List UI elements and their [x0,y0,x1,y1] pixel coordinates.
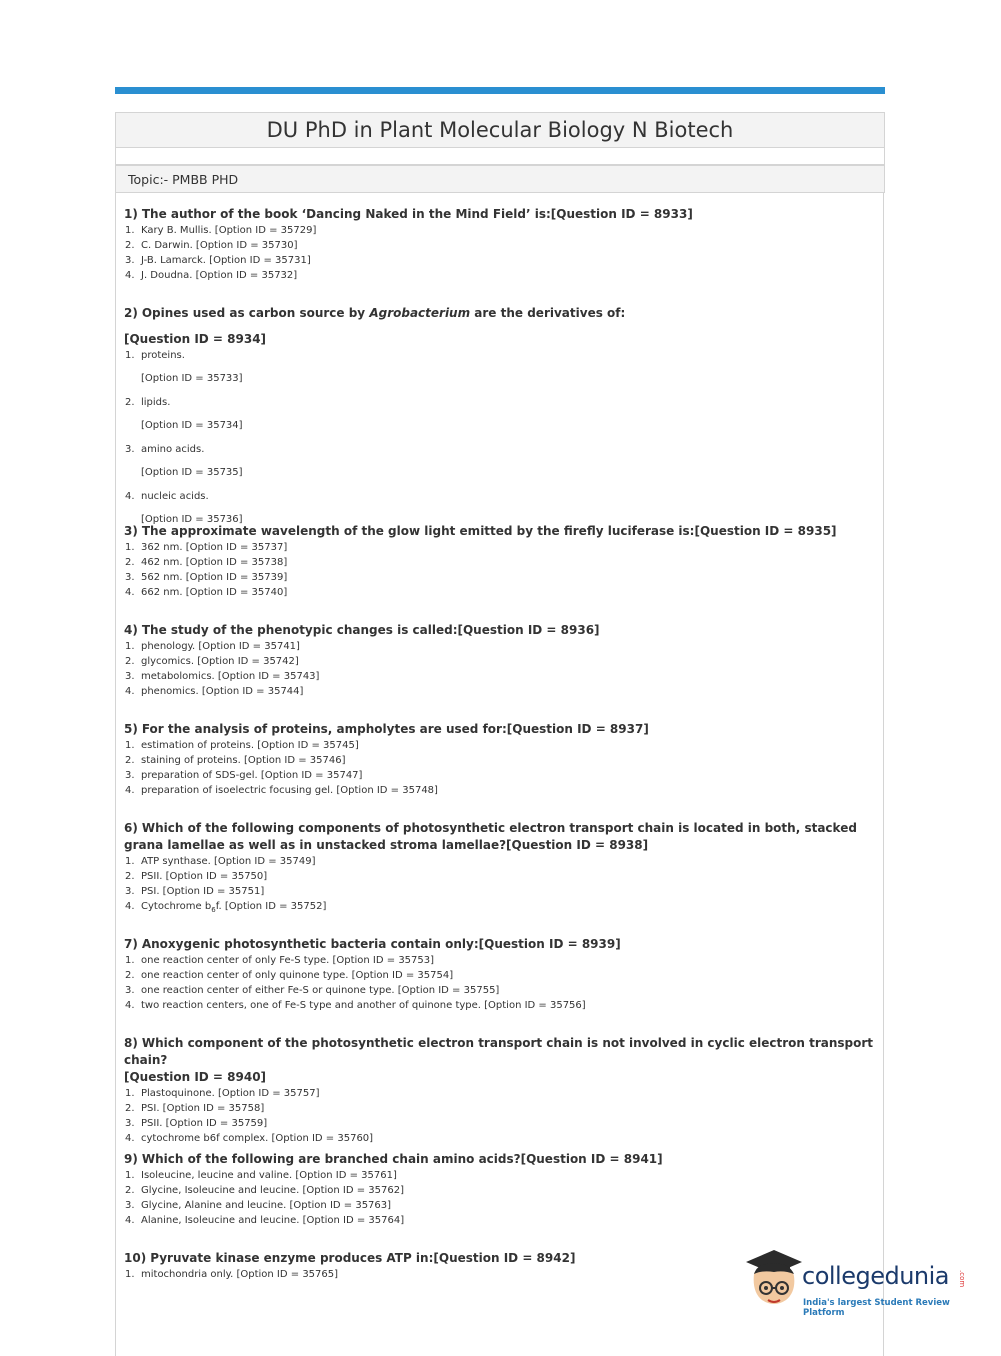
title-spacer [115,148,885,165]
option-item: 3. PSII. [Option ID = 35759] [125,1118,268,1129]
question-text: Which component of the photosynthetic electron transport chain is not involved in cyclic electron transport chain? [124,1036,874,1067]
option-item: 4. nucleic acids. [Option ID = 35736] [125,491,243,525]
option-item: 1. mitochondria only. [Option ID = 35765] [125,1269,339,1280]
option-item: 1. Plastoquinone. [Option ID = 35757] [125,1088,320,1099]
question-4 [124,622,874,721]
option-item: 3. J-B. Lamarck. [Option ID = 35731] [125,255,311,266]
option-item: 2. Glycine, Isoleucine and leucine. [Option ID = 35762] [125,1185,404,1196]
question-3 [124,523,874,622]
option-item: 4. two reaction centers, one of Fe-S type and another of quinone type. [Option ID = 35756] [125,1000,586,1011]
option-item: 4. phenomics. [Option ID = 35744] [125,686,304,697]
logo-tagline: India's largest Student Review Platform [803,1298,950,1318]
question-text: Pyruvate kinase enzyme produces ATP in:[Question ID = 8942] [150,1251,576,1265]
option-item: 3. preparation of SDS-gel. [Option ID = 35747] [125,770,363,781]
question-5 [124,721,874,820]
mascot-graduate-icon [744,1248,804,1312]
option-item: 2. PSII. [Option ID = 35750] [125,871,268,882]
question-number: 5) [124,722,138,736]
option-item: 1. estimation of proteins. [Option ID = 35745] [125,740,359,751]
option-item: 4. J. Doudna. [Option ID = 35732] [125,270,298,281]
question-text: Anoxygenic photosynthetic bacteria contain only:[Question ID = 8939] [141,937,621,951]
question-number: 7) [124,937,138,951]
question-number: 2) [124,306,138,320]
topic-label: Topic:- PMBB PHD [115,165,885,193]
option-item: 3. Glycine, Alanine and leucine. [Option ID = 35763] [125,1200,392,1211]
option-item: 3. PSI. [Option ID = 35751] [125,886,265,897]
question-number: 9) [124,1152,138,1166]
question-text: Which of the following are branched chain amino acids?[Question ID = 8941] [141,1152,663,1166]
option-item: 1. phenology. [Option ID = 35741] [125,641,300,652]
option-item: 2. glycomics. [Option ID = 35742] [125,656,299,667]
option-item: 1. 362 nm. [Option ID = 35737] [125,542,288,553]
option-item: 3. one reaction center of either Fe-S or quinone type. [Option ID = 35755] [125,985,500,996]
logo-name: collegedunia [802,1262,950,1290]
option-item: 2. 462 nm. [Option ID = 35738] [125,557,288,568]
question-list [124,206,874,1282]
logo-suffix: .com [958,1270,966,1288]
question-2: 2) Opines used as carbon source by Agrobacterium are the derivatives of: [Question ID = 8934] 1. proteins. [Option ID = 35733] 2. lipids. [Option ID = 35734] 3. amino acids. [Option ID = 35735] 4. nucleic acids. [Option ID = 35736] [124,305,874,523]
question-9 [124,1151,874,1250]
option-item: 4. cytochrome b6f complex. [Option ID = 35760] [125,1133,374,1144]
question-text: Which of the following components of photosynthetic electron transport chain is located in both, stacked grana lamellae as well as in unstacked stroma lamellae?[Question ID = 8938] [124,821,857,852]
question-number: 1) [124,207,138,221]
question-id: [Question ID = 8934] [124,332,267,346]
page-title: DU PhD in Plant Molecular Biology N Biotech [115,112,885,148]
option-item: 4. 662 nm. [Option ID = 35740] [125,587,288,598]
question-number: 6) [124,821,138,835]
question-text: For the analysis of proteins, ampholytes are used for:[Question ID = 8937] [141,722,649,736]
question-number: 3) [124,524,138,538]
option-item: 2. PSI. [Option ID = 35758] [125,1103,265,1114]
option-item: 3. amino acids. [Option ID = 35735] [125,444,243,478]
option-item: 1. Isoleucine, leucine and valine. [Option ID = 35761] [125,1170,397,1181]
question-8 [124,1035,874,1151]
question-text-italic: Agrobacterium [369,306,471,320]
option-item: 1. Kary B. Mullis. [Option ID = 35729] [125,225,317,236]
question-text: The author of the book ‘Dancing Naked in the Mind Field’ is:[Question ID = 8933] [141,207,693,221]
option-item: 3. metabolomics. [Option ID = 35743] [125,671,320,682]
question-id: [Question ID = 8940] [124,1070,267,1084]
question-1 [124,206,874,305]
option-item: 1. proteins. [Option ID = 35733] [125,350,243,384]
question-text: The approximate wavelength of the glow light emitted by the firefly luciferase is:[Question ID = 8935] [141,524,837,538]
question-text: The study of the phenotypic changes is called:[Question ID = 8936] [141,623,600,637]
option-item: 1. ATP synthase. [Option ID = 35749] [125,856,316,867]
question-6 [124,820,874,936]
option-item: 2. staining of proteins. [Option ID = 35746] [125,755,346,766]
question-text: Opines used as carbon source by [141,306,370,320]
option-item: 2. one reaction center of only quinone type. [Option ID = 35754] [125,970,454,981]
question-number: 4) [124,623,138,637]
question-number: 10) [124,1251,147,1265]
option-item: 3. 562 nm. [Option ID = 35739] [125,572,288,583]
option-item: 1. one reaction center of only Fe-S type. [Option ID = 35753] [125,955,435,966]
collegedunia-logo[interactable] [744,1248,974,1318]
option-item: 4. Alanine, Isoleucine and leucine. [Option ID = 35764] [125,1215,405,1226]
option-item: 4. preparation of isoelectric focusing gel. [Option ID = 35748] [125,785,438,796]
option-item: 2. lipids. [Option ID = 35734] [125,397,243,431]
question-number: 8) [124,1036,138,1050]
question-7 [124,936,874,1035]
option-item: 4. Cytochrome $b_6f$. [Option ID = 35752] [125,901,327,914]
option-item: 2. C. Darwin. [Option ID = 35730] [125,240,298,251]
top-accent-bar [115,87,885,94]
